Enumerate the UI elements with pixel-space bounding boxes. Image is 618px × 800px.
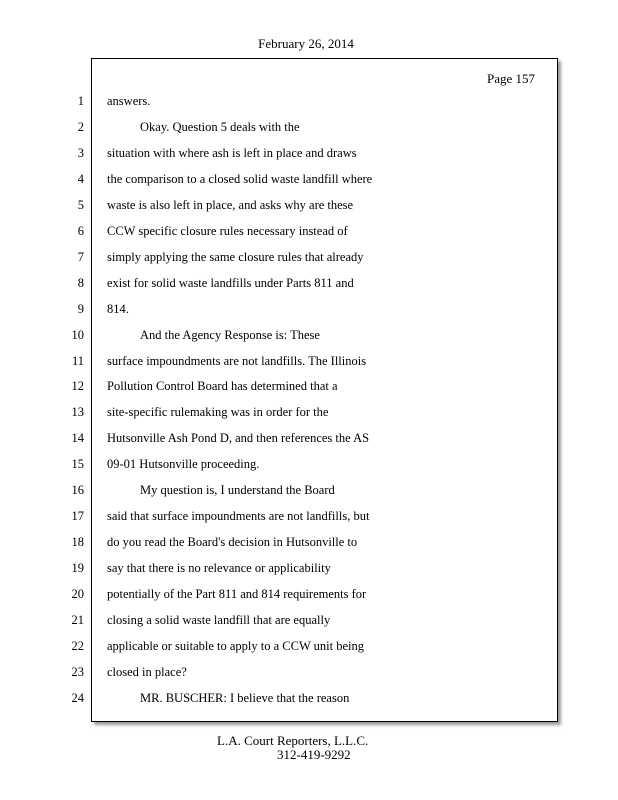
transcript-line xyxy=(0,691,560,717)
footer-phone: 312-419-9292 xyxy=(277,747,351,762)
line-number: 14 xyxy=(71,431,84,446)
line-number: 24 xyxy=(71,690,84,705)
line-number: 11 xyxy=(71,353,84,368)
transcript-line xyxy=(0,483,560,509)
transcript-line xyxy=(0,302,560,328)
transcript-line xyxy=(0,509,560,535)
line-text: the comparison to a closed solid waste landfill where xyxy=(107,171,373,186)
line-text: waste is also left in place, and asks why are these xyxy=(107,197,354,212)
line-number: 16 xyxy=(71,483,84,498)
line-text: situation with where ash is left in place and draws xyxy=(107,145,357,160)
transcript-line xyxy=(0,94,560,120)
line-number: 9 xyxy=(77,301,84,316)
line-text: 814. xyxy=(107,301,129,316)
line-number: 1 xyxy=(77,94,84,108)
transcript-line xyxy=(0,198,560,224)
transcript-line xyxy=(0,587,560,613)
line-number: 22 xyxy=(71,638,84,653)
line-number: 21 xyxy=(71,613,84,627)
line-text: site-specific rulemaking was in order for the xyxy=(107,405,329,420)
line-number: 6 xyxy=(77,223,84,238)
line-number: 20 xyxy=(71,587,84,602)
transcript-line xyxy=(0,250,560,276)
transcript-line xyxy=(0,224,560,250)
line-text: My question is, I understand the Board xyxy=(140,483,335,498)
line-number: 3 xyxy=(77,145,84,160)
line-text: say that there is no relevance or applicability xyxy=(107,561,331,576)
header-date: February 26, 2014 xyxy=(258,36,354,51)
transcript-line xyxy=(0,354,560,380)
line-number: 23 xyxy=(71,664,84,679)
line-number: 8 xyxy=(77,275,84,290)
line-text: closed in place? xyxy=(107,664,187,679)
footer-company: L.A. Court Reporters, L.L.C. xyxy=(217,733,369,748)
line-number: 7 xyxy=(77,249,84,264)
transcript-line xyxy=(0,665,560,691)
line-text: CCW specific closure rules necessary instead of xyxy=(107,223,348,238)
line-text: Hutsonville Ash Pond D, and then references the AS xyxy=(107,431,370,446)
transcript-line xyxy=(0,120,560,146)
line-text: answers. xyxy=(107,94,151,108)
line-text: closing a solid waste landfill that are equally xyxy=(107,613,331,627)
transcript-line xyxy=(0,535,560,561)
line-text: said that surface impoundments are not landfills, but xyxy=(107,509,370,524)
line-number: 18 xyxy=(71,535,84,550)
transcript-line xyxy=(0,146,560,172)
line-number: 5 xyxy=(77,197,84,212)
line-text: And the Agency Response is: These xyxy=(140,327,320,342)
line-number: 19 xyxy=(71,561,84,576)
transcript-line xyxy=(0,172,560,198)
line-text: potentially of the Part 811 and 814 requirements for xyxy=(107,587,367,602)
transcript-line xyxy=(0,431,560,457)
transcript-line xyxy=(0,328,560,354)
line-text: simply applying the same closure rules that already xyxy=(107,249,364,264)
transcript-line xyxy=(0,276,560,302)
transcript-line xyxy=(0,613,560,639)
line-text: Okay. Question 5 deals with the xyxy=(140,119,300,134)
line-text: 09-01 Hutsonville proceeding. xyxy=(107,457,260,472)
line-number: 13 xyxy=(71,405,84,420)
transcript-line xyxy=(0,379,560,405)
line-text: exist for solid waste landfills under Parts 811 and xyxy=(107,275,354,290)
transcript-line xyxy=(0,405,560,431)
line-text: applicable or suitable to apply to a CCW unit being xyxy=(107,638,365,653)
line-number: 4 xyxy=(77,171,84,186)
line-text: MR. BUSCHER: I believe that the reason xyxy=(140,690,350,705)
line-number: 12 xyxy=(71,379,84,394)
line-number: 17 xyxy=(71,509,84,524)
transcript-line xyxy=(0,457,560,483)
transcript-line xyxy=(0,561,560,587)
line-text: do you read the Board's decision in Hutsonville to xyxy=(107,535,358,550)
line-number: 2 xyxy=(77,119,84,134)
line-number: 15 xyxy=(71,457,84,472)
line-number: 10 xyxy=(71,327,84,342)
line-text: Pollution Control Board has determined that a xyxy=(107,379,338,394)
transcript-line xyxy=(0,639,560,665)
line-text: surface impoundments are not landfills. The Illinois xyxy=(107,353,367,368)
page-number: Page 157 xyxy=(487,71,536,86)
